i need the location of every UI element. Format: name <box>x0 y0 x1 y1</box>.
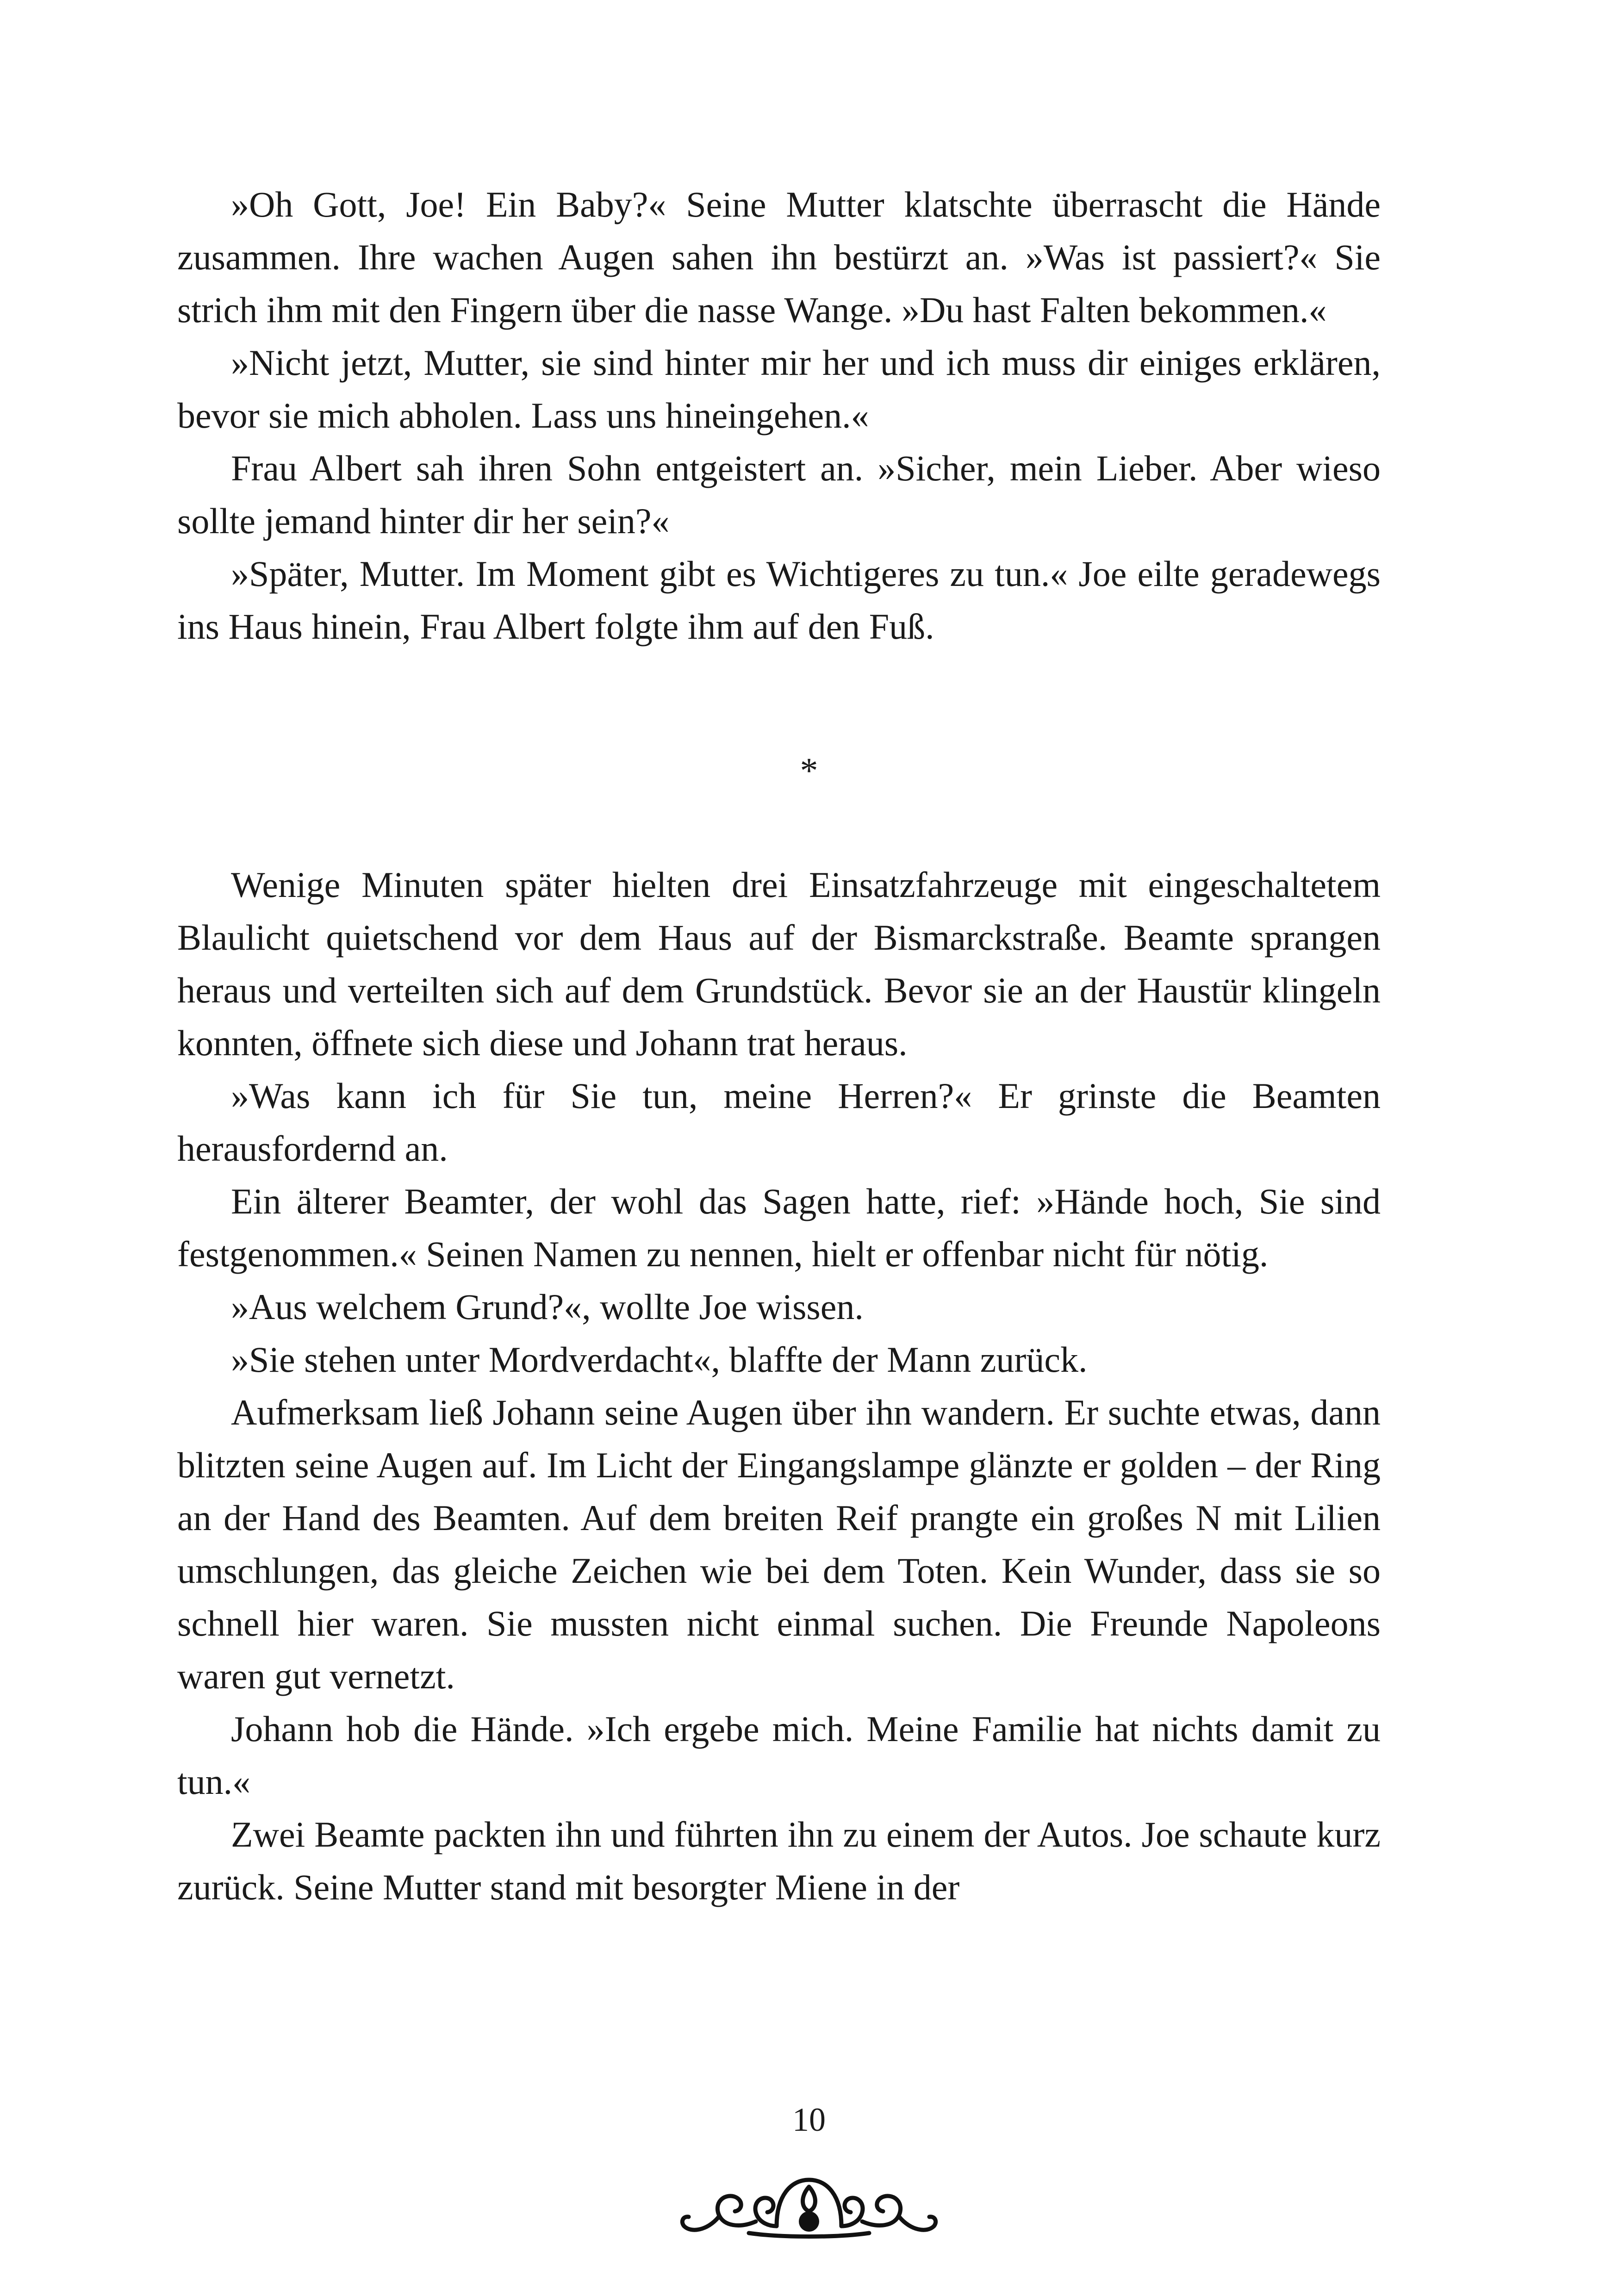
page-number: 10 <box>792 2101 826 2138</box>
paragraph: Johann hob die Hände. »Ich ergebe mich. Meine Familie hat nichts damit zu tun.« <box>177 1709 1381 1802</box>
paragraph: »Nicht jetzt, Mutter, sie sind hinter mir her und ich muss dir einiges erklären, bevor sie mich abholen. Lass uns hineingehen.« <box>177 342 1381 436</box>
section-2-text <box>177 859 1381 1914</box>
paragraph: »Später, Mutter. Im Moment gibt es Wichtigeres zu tun.« Joe eilte geradewegs ins Haus hinein, Frau Albert folgte ihm auf den Fuß. <box>177 554 1381 647</box>
paragraph: Aufmerksam ließ Johann seine Augen über ihn wandern. Er suchte etwas, dann blitzten seine Augen auf. Im Licht der Eingangslampe glänzte er golden – der Ring an der Hand des Beamten. Auf dem breiten Reif prangte ein großes N mit Lilien umschlungen, das gleiche Zeichen wie bei dem Toten. Kein Wunder, dass sie so schnell hier waren. Sie mussten nicht einmal suchen. Die Freunde Napoleons waren gut vernetzt. <box>177 1392 1381 1696</box>
paragraph: »Aus welchem Grund?«, wollte Joe wissen. <box>231 1287 864 1327</box>
paragraph: Wenige Minuten später hielten drei Einsatzfahrzeuge mit eingeschaltetem Blaulicht quietschend vor dem Haus auf der Bismarckstraße. Beamte sprangen heraus und verteilten sich auf dem Grundstück. Bevor sie an der Haustür klingeln konnten, öffnete sich diese und Johann trat heraus. <box>177 865 1381 1063</box>
paragraph: »Sie stehen unter Mordverdacht«, blaffte der Mann zurück. <box>231 1339 1088 1380</box>
paragraph: Ein älterer Beamter, der wohl das Sagen hatte, rief: »Hände hoch, Sie sind festgenommen.« Seinen Namen zu nennen, hielt er offenbar nicht für nötig. <box>177 1181 1381 1274</box>
paragraph: Zwei Beamte packten ihn und führten ihn zu einem der Autos. Joe schaute kurz zurück. Seine Mutter stand mit besorgter Miene in der <box>177 1814 1381 1907</box>
paragraph: Frau Albert sah ihren Sohn entgeistert an. »Sicher, mein Lieber. Aber wieso sollte jemand hinter dir her sein?« <box>177 448 1381 541</box>
calligraphic-flourish-ornament-icon <box>679 2152 939 2245</box>
scene-break-asterisk: * <box>800 750 818 790</box>
section-1-text <box>177 178 1381 653</box>
paragraph: »Was kann ich für Sie tun, meine Herren?« Er grinste die Beamten herausfordernd an. <box>177 1076 1381 1169</box>
paragraph: »Oh Gott, Joe! Ein Baby?« Seine Mutter klatschte überrascht die Hände zusammen. Ihre wachen Augen sahen ihn bestürzt an. »Was ist passiert?« Sie strich ihm mit den Fingern über die nasse Wange. »Du hast Falten bekommen.« <box>177 184 1381 330</box>
